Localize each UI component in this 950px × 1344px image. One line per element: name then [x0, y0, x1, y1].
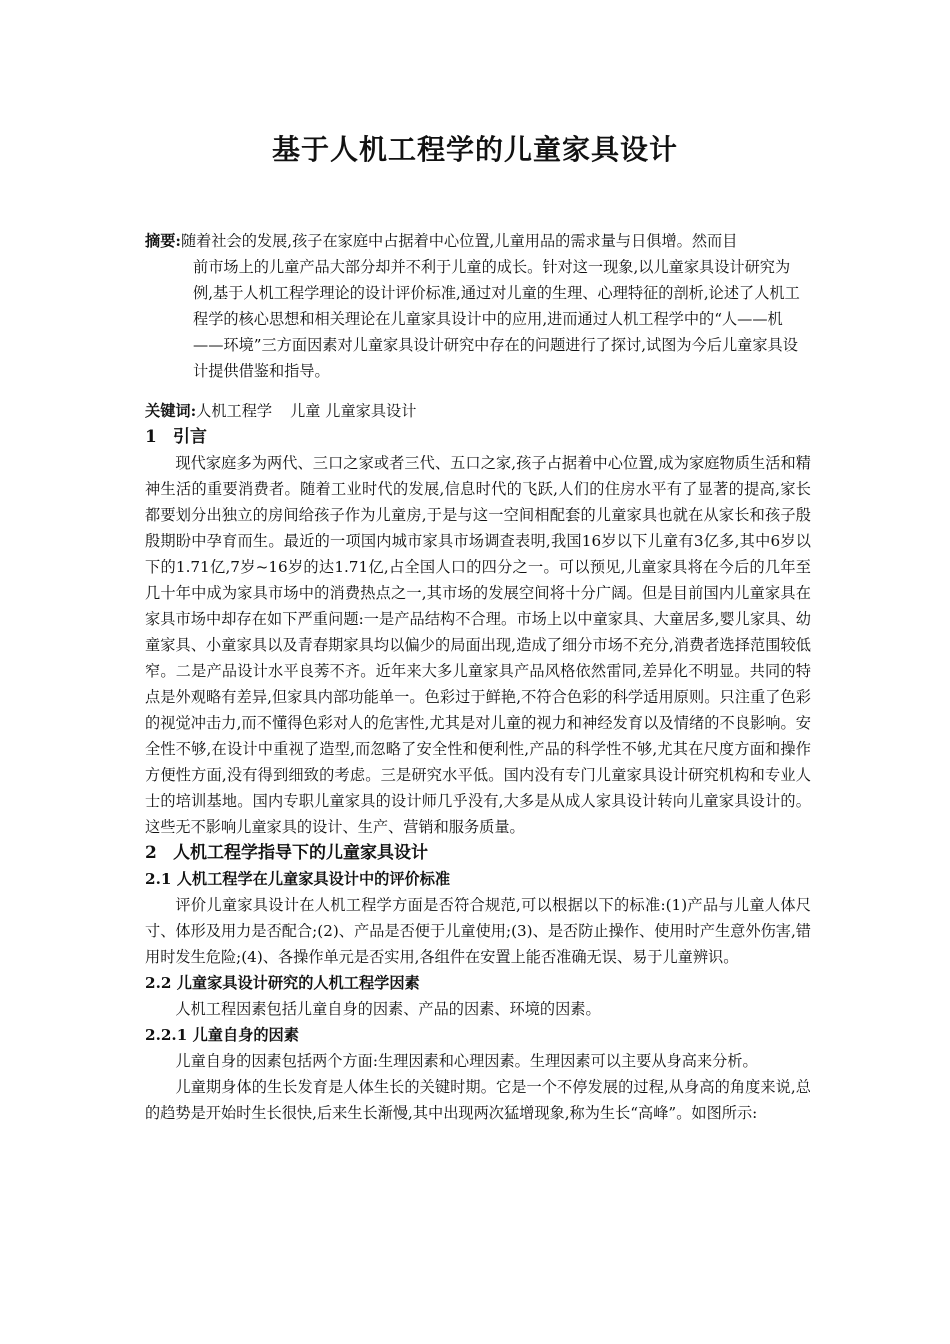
- section-1-number: 1: [145, 427, 157, 447]
- section-2-2-paragraph: 人机工程因素包括儿童自身的因素、产品的因素、环境的因素。: [175, 1000, 601, 1018]
- abstract-line1: 随着社会的发展,孩子在家庭中占据着中心位置,儿童用品的需求量与日俱增。然而目: [180, 232, 738, 250]
- abstract-label: 摘要:: [145, 232, 181, 250]
- keywords: [145, 398, 810, 424]
- section-2-2-1-paragraph-1: 儿童自身的因素包括两个方面:生理因素和心理因素。生理因素可以主要从身高来分析。: [175, 1052, 758, 1070]
- section-2-2-1-paragraph-2: 儿童期身体的生长发育是人体生长的关键时期。它是一个不停发展的过程,从身高的角度来说,总的趋势是开始时生长很快,后来生长渐慢,其中出现两次猛增现象,称为生长“高峰”。如图所示:: [145, 1078, 811, 1122]
- abstract: [145, 228, 810, 384]
- abstract-body: 前市场上的儿童产品大部分却并不利于儿童的成长。针对这一现象,以儿童家具设计研究为例,基于人机工程学理论的设计评价标准,通过对儿童的生理、心理特征的剖析,论述了人机工程学的核心思想和相关理论在儿童家具设计中的应用,进而通过人机工程学中的“人——机——环境”三方面因素对儿童家具设计研究中存在的问题进行了探讨,试图为今后儿童家具设计提供借鉴和指导。: [193, 258, 800, 380]
- section-2-1-paragraph: 评价儿童家具设计在人机工程学方面是否符合规范,可以根据以下的标准:(1)产品与儿童人体尺寸、体形及用力是否配合;(2)、产品是否便于儿童使用;(3)、是否防止操作、使用时产生意外伤害,错用时发生危险;(4)、各操作单元是否实用,各组件在安置上能否准确无误、易于儿童辨识。: [145, 896, 811, 966]
- section-1-paragraph: 现代家庭多为两代、三口之家或者三代、五口之家,孩子占据着中心位置,成为家庭物质生活和精神生活的重要消费者。随着工业时代的发展,信息时代的飞跃,人们的住房水平有了显著的提高,家长都要划分出独立的房间给孩子作为儿童房,于是与这一空间相配套的儿童家具也就在从家长和孩子殷殷期盼中孕育而生。最近的一项国内城市家具市场调查表明,我国16岁以下儿童有3亿多,其中6岁以下的1.71亿,7岁~16岁的达1.71亿,占全国人口的四分之一。可以预见,儿童家具将在今后的几年至几十年中成为家具市场中的消费热点之一,其市场的发展空间将十分广阔。但是目前国内儿童家具在家具市场中却存在如下严重问题:一是产品结构不合理。市场上以中童家具、大童居多,婴儿家具、幼童家具、小童家具以及青春期家具均以偏少的局面出现,造成了细分市场不充分,消费者选择范围较低窄。二是产品设计水平良莠不齐。近年来大多儿童家具产品风格依然雷同,差异化不明显。共同的特点是外观略有差异,但家具内部功能单一。色彩过于鲜艳,不符合色彩的科学适用原则。只注重了色彩的视觉冲击力,而不懂得色彩对人的危害性,尤其是对儿童的视力和神经发育以及情绪的不良影响。安全性不够,在设计中重视了造型,而忽略了安全性和便利性,产品的科学性不够,尤其在尺度方面和操作方便性方面,没有得到细致的考虑。三是研究水平低。国内没有专门儿童家具设计研究机构和专业人士的培训基地。国内专职儿童家具的设计师几乎没有,大多是从成人家具设计转向儿童家具设计的。这些无不影响儿童家具的设计、生产、营销和服务质量。: [145, 454, 811, 836]
- section-1-heading: [145, 424, 811, 450]
- section-2-1-heading: 2.1 人机工程学在儿童家具设计中的评价标准: [145, 870, 451, 888]
- keyword-1: 人机工程学: [196, 402, 273, 420]
- section-2-number: 2: [145, 843, 157, 863]
- paper-title: 基于人机工程学的儿童家具设计: [271, 133, 678, 166]
- section-1-title: 引言: [173, 427, 207, 447]
- section-2-heading: [145, 840, 811, 866]
- section-2-2-heading: 2.2 儿童家具设计研究的人机工程学因素: [145, 974, 420, 992]
- keywords-label: 关键词:: [145, 402, 197, 420]
- paper-body: [145, 424, 811, 1126]
- keyword-2: 儿童 儿童家具设计: [290, 402, 417, 420]
- abstract-first-line: [145, 228, 810, 254]
- section-2-2-1-heading: 2.2.1 儿童自身的因素: [145, 1026, 299, 1044]
- section-2-title: 人机工程学指导下的儿童家具设计: [173, 843, 428, 863]
